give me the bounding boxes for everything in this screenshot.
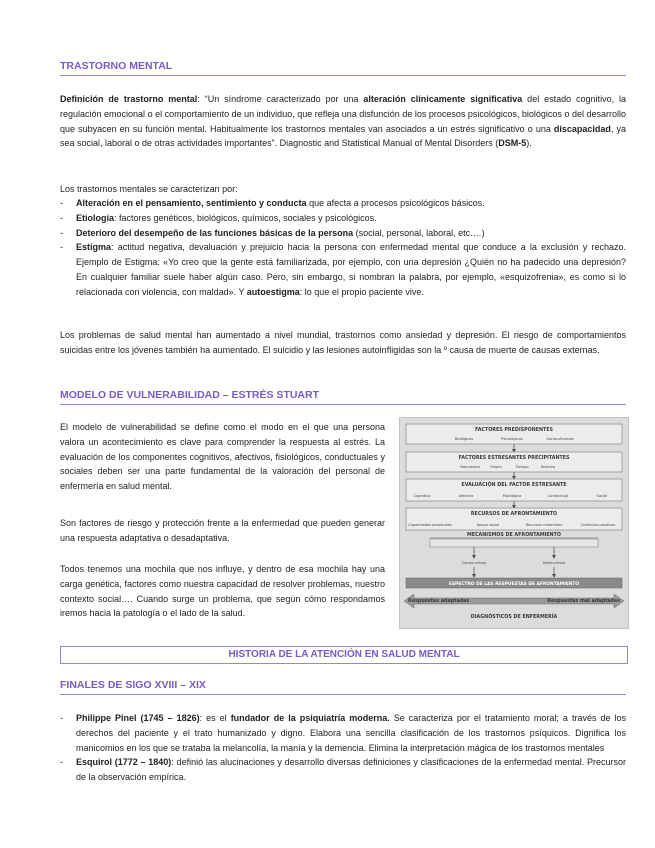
mal-adaptadas-label: Respuestas mal adaptadas — [547, 599, 620, 604]
constructivos-label: Constructivos — [461, 561, 487, 565]
diagnosticos-label: DIAGNÓSTICOS DE ENFERMERÍA — [470, 615, 558, 620]
modelo-paragraph-2: Son factores de riesgo y protección frente a la enfermedad que pueden generar una respuesta adaptativa o desadaptativa. — [60, 518, 385, 543]
pre-item: Psicológicos — [501, 437, 523, 441]
heading-trastorno-mental: TRASTORNO MENTAL — [60, 60, 626, 76]
definition-label: Definición de trastorno mental — [60, 94, 198, 104]
historia-list — [60, 711, 626, 785]
characteristics-intro: Los trastornos mentales se caracterizan por: — [60, 184, 238, 194]
pre-item: Socioculturales — [546, 437, 574, 441]
evaluacion-label: EVALUACIÓN DEL FACTOR ESTRESANTE — [461, 483, 567, 488]
list-item: - Estigma: actitud negativa, devaluación y prejuicio hacia la persona con enfermedad mental que conduce a la exclusión y rechazo. Ejemplo de Estigma: «Yo creo que la gente está familiarizada, por ejemplo, con una depresión ¿Quién no ha padecido una depresión? En cualquier familiar suele haber algún caso. Pero, sin embargo, si nombran la palabra, por ejemplo, «esquizofrenia», es como si lo relacionada con violencia, con maldad». Y autoestigma: lo que el propio paciente vive. — [60, 240, 626, 299]
eval-item: Fisiológica — [502, 494, 522, 498]
modelo-paragraph-3: Todos tenemos una mochila que nos influye, y dentro de esa mochila hay una carga genética, factores como nuestra capacidad de resolver problemas, nuestro contexto social…. Cuando surge un problema, que según cómo respondamos iremos hacia la patología o el lado de la salud. — [60, 564, 385, 619]
list-item-pinel: - Philippe Pinel (1745 – 1826): es el fundador de la psiquiatría moderna. Se caracteriza por el tratamiento moral; a través de los derechos del paciente y el trato humanizado y digno. Elabora una sencilla clasificación de los trastornos psíquicos. Dignifica los manicomios en los que se trataba la melancolía, la manía y la demencia. Elimina la interpretación mágica de los trastornos mentales — [60, 711, 626, 755]
rec-item: Capacidades personales — [408, 523, 452, 527]
predisponentes-box — [406, 424, 622, 444]
eval-item: Cognitiva — [413, 494, 431, 498]
adaptadas-label: Respuestas adaptadas — [408, 599, 470, 604]
prec-item: Naturaleza — [460, 465, 480, 469]
heading-modelo-vulnerabilidad: MODELO DE VULNERABILIDAD – ESTRÉS STUART — [60, 389, 626, 405]
definition-paragraph: Definición de trastorno mental: “Un síndrome caracterizado por una alteración clínicamente significativa del estado cognitivo, la regulación emocional o el comportamiento de un individuo, que refleja una disfunción de los procesos psicológicos, biológicos o del desarrollo que subyacen en su función mental. Habitualmente los trastornos mentales van asociados a un estrés significativo o una discapacidad, ya sea social, laboral o de otras actividades importantes”. Diagnostic and Statistical Manual of Mental Disorders (DSM-5). — [60, 94, 627, 149]
prec-item: Número — [540, 465, 556, 469]
predisponentes-label: FACTORES PREDISPONENTES — [474, 428, 554, 433]
heading-finales-siglo: FINALES DE SIGO XVIII – XIX — [60, 679, 626, 695]
rec-item: Apoyo social — [476, 523, 500, 527]
stuart-stress-diagram — [399, 417, 629, 629]
characteristics-list — [60, 196, 626, 300]
espectro-label: ESPECTRO DE LAS RESPUESTAS DE AFRONTAMIENTO — [448, 582, 580, 587]
heading-historia: HISTORIA DE LA ATENCIÓN EN SALUD MENTAL — [60, 646, 628, 664]
prec-item: Tiempo — [515, 465, 529, 469]
precipitantes-box — [406, 452, 622, 472]
list-item: - Alteración en el pensamiento, sentimiento y conducta que afecta a procesos psicológicos básicos. — [60, 196, 626, 211]
diagram-svg — [400, 418, 628, 628]
destructivos-label: Destructivos — [542, 561, 566, 565]
pre-item: Biológicos — [454, 437, 474, 441]
modelo-paragraph-1: El modelo de vulnerabilidad se define como el modo en el que una persona valora un acontecimiento es clave para comprender la respuesta al estrés. La evaluación de los componentes cognitivos, afectivos, fisiológicos, conductuales y sociales deben ser una parte fundamental de la valoración del personal de enfermería en salud mental. — [60, 422, 385, 492]
rec-item: Recursos materiales — [525, 523, 563, 527]
precipitantes-label: FACTORES ESTRESANTES PRECIPITANTES — [458, 456, 570, 461]
recursos-label: RECURSOS DE AFRONTAMIENTO — [470, 512, 558, 517]
eval-item: Conductual — [547, 494, 569, 498]
eval-item: Social — [596, 494, 608, 498]
list-item-esquirol: - Esquirol (1772 – 1840): definió las alucinaciones y desarrollo diversas definiciones y clasificaciones de la enfermedad mental. Precursor de la observación empírica. — [60, 755, 626, 785]
mecanismos-label: MECANISMOS DE AFRONTAMIENTO — [466, 533, 562, 538]
rec-item: Creencias positivas — [580, 523, 616, 527]
closing-paragraph: Los problemas de salud mental han aumentado a nivel mundial, trastornos como ansiedad y depresión. El riesgo de comportamientos suicidas entre los jóvenes también ha aumentado. El suicidio y las lesiones autoinfligidas son la º causa de muerte de causas externas. — [60, 330, 626, 355]
list-item: - Deterioro del desempeño de las funciones básicas de la persona (social, personal, laboral, etc.…) — [60, 226, 626, 241]
list-item: - Etiología: factores genéticos, biológicos, químicos, sociales y psicológicos. — [60, 211, 626, 226]
eval-item: Afectiva — [458, 494, 474, 498]
prec-item: Origen — [489, 465, 503, 469]
